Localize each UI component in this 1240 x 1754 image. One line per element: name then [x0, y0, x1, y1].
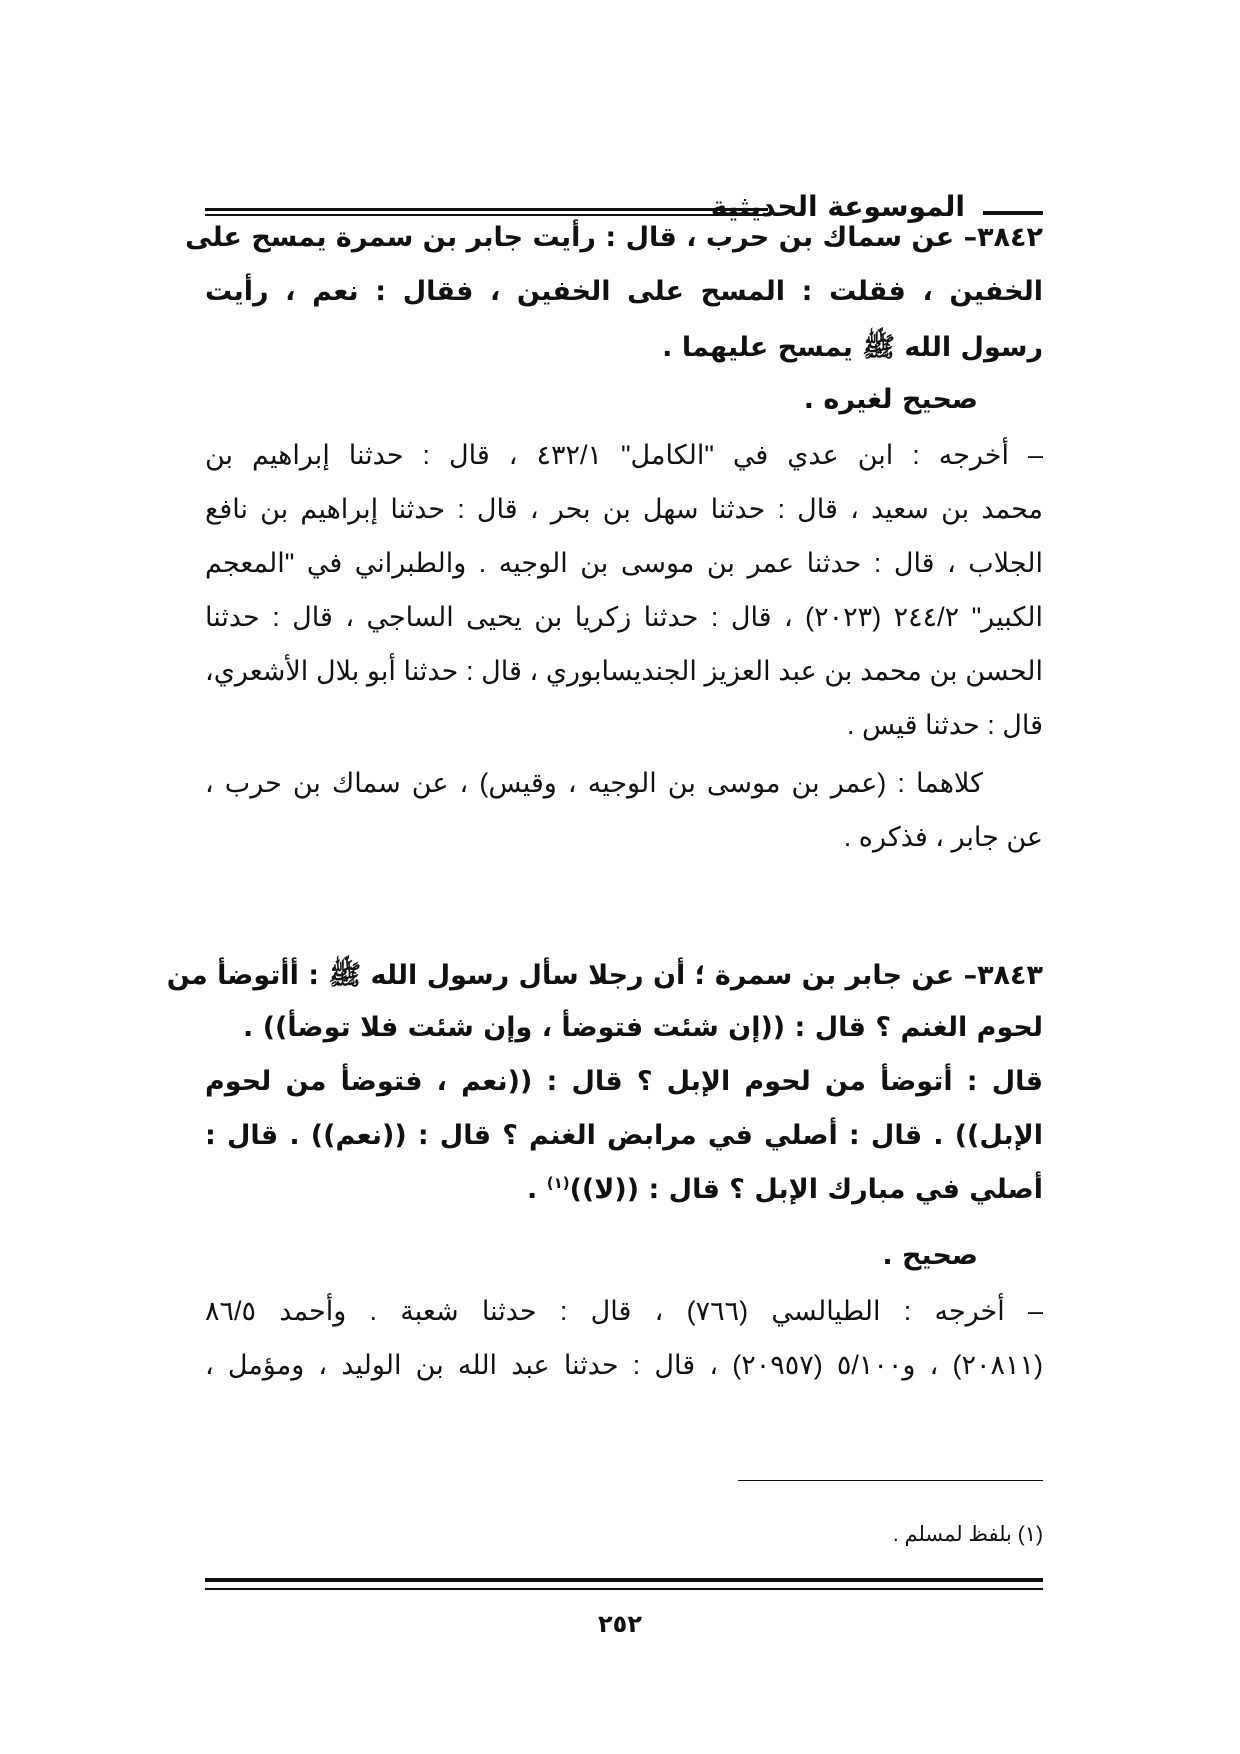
- hadith-3842-summary: [205, 768, 1043, 888]
- takhrij-line: (٢٠٨١١) ، و٥/١٠٠ (٢٠٩٥٧) ، قال : حدثنا عبد الله بن الوليد ، ومؤمل ،: [205, 1350, 1043, 1380]
- takhrij-line: – أخرجه : الطيالسي (٧٦٦) ، قال : حدثنا شعبة . وأحمد ٨٦/٥: [205, 1296, 1043, 1326]
- takhrij-line: الكبير" ٢٤٤/٢ (٢٠٢٣) ، قال : حدثنا زكريا بن يحيى الساجي ، قال : حدثنا: [205, 602, 1043, 632]
- header-rule-left-thin: [205, 214, 768, 216]
- hadith-3842-line-1-block: [185, 222, 1043, 282]
- hadith-3842-line: رسول الله ﷺ يمسح عليهما .: [662, 332, 1043, 363]
- hadith-3843-line: الإبل)) . قال : أصلي في مرابض الغنم ؟ قال : ((نعم)) . قال :: [205, 1120, 1043, 1151]
- hadith-3843-grade: صحيح .: [882, 1240, 978, 1271]
- hadith-3842-line: ٣٨٤٢– عن سماك بن حرب ، قال : رأيت جابر بن سمرة يمسح على: [185, 222, 1043, 253]
- footer-rule-thick: [205, 1578, 1043, 1582]
- hadith-3842-takhrij: [205, 440, 1043, 780]
- footer-rule-thin: [205, 1588, 1043, 1590]
- hadith-3842-grade: صحيح لغيره .: [803, 384, 978, 415]
- hadith-3843: [166, 958, 1043, 1238]
- hadith-3842-line-2-block: [205, 276, 1043, 336]
- header-title: الموسوعة الحديثية: [710, 190, 965, 223]
- footnote-separator: [738, 1480, 1043, 1481]
- header-rule-left: [205, 208, 768, 211]
- page-number: ٢٥٢: [598, 1610, 642, 1638]
- summary-line: عن جابر ، فذكره .: [843, 822, 1043, 852]
- line-end: .: [527, 1174, 547, 1205]
- header-rule-right: [983, 211, 1043, 215]
- hadith-3843-line: لحوم الغنم ؟ قال : ((إن شئت فتوضأ ، وإن شئت فلا توضأ)) .: [243, 1012, 1043, 1043]
- summary-line: كلاهما : (عمر بن موسى بن الوجيه ، وقيس) ، عن سماك بن حرب ،: [205, 768, 983, 798]
- hadith-3842-line: الخفين ، فقلت : المسح على الخفين ، فقال : نعم ، رأيت: [205, 276, 1043, 307]
- hadith-3843-last-line: [205, 1174, 1043, 1230]
- hadith-3843-line: قال : أتوضأ من لحوم الإبل ؟ قال : ((نعم ، فتوضأ من لحوم: [205, 1066, 1043, 1097]
- hadith-3842-line-3-block: [205, 330, 1043, 390]
- takhrij-line: الحسن بن محمد بن عبد العزيز الجنديسابوري ، قال : حدثنا أبو بلال الأشعري،: [205, 656, 1043, 686]
- hadith-3843-line: ٣٨٤٣– عن جابر بن سمرة ؛ أن رجلا سأل رسول الله ﷺ : أأتوضأ من: [166, 960, 1043, 991]
- hadith-3843-line: أصلي في مبارك الإبل ؟ قال : ((لا)): [569, 1174, 1043, 1205]
- footnote-marker: (١): [546, 1174, 570, 1192]
- footnote: (١) بلفظ لمسلم .: [892, 1523, 1043, 1546]
- hadith-3843-takhrij: [205, 1296, 1043, 1416]
- takhrij-line: الجلاب ، قال : حدثنا عمر بن موسى بن الوجيه . والطبراني في "المعجم: [205, 548, 1043, 578]
- takhrij-line: قال : حدثنا قيس .: [847, 710, 1043, 740]
- takhrij-line: – أخرجه : ابن عدي في "الكامل" ٤٣٢/١ ، قال : حدثنا إبراهيم بن: [205, 440, 1043, 470]
- takhrij-line: محمد بن سعيد ، قال : حدثنا سهل بن بحر ، قال : حدثنا إبراهيم بن نافع: [205, 494, 1043, 524]
